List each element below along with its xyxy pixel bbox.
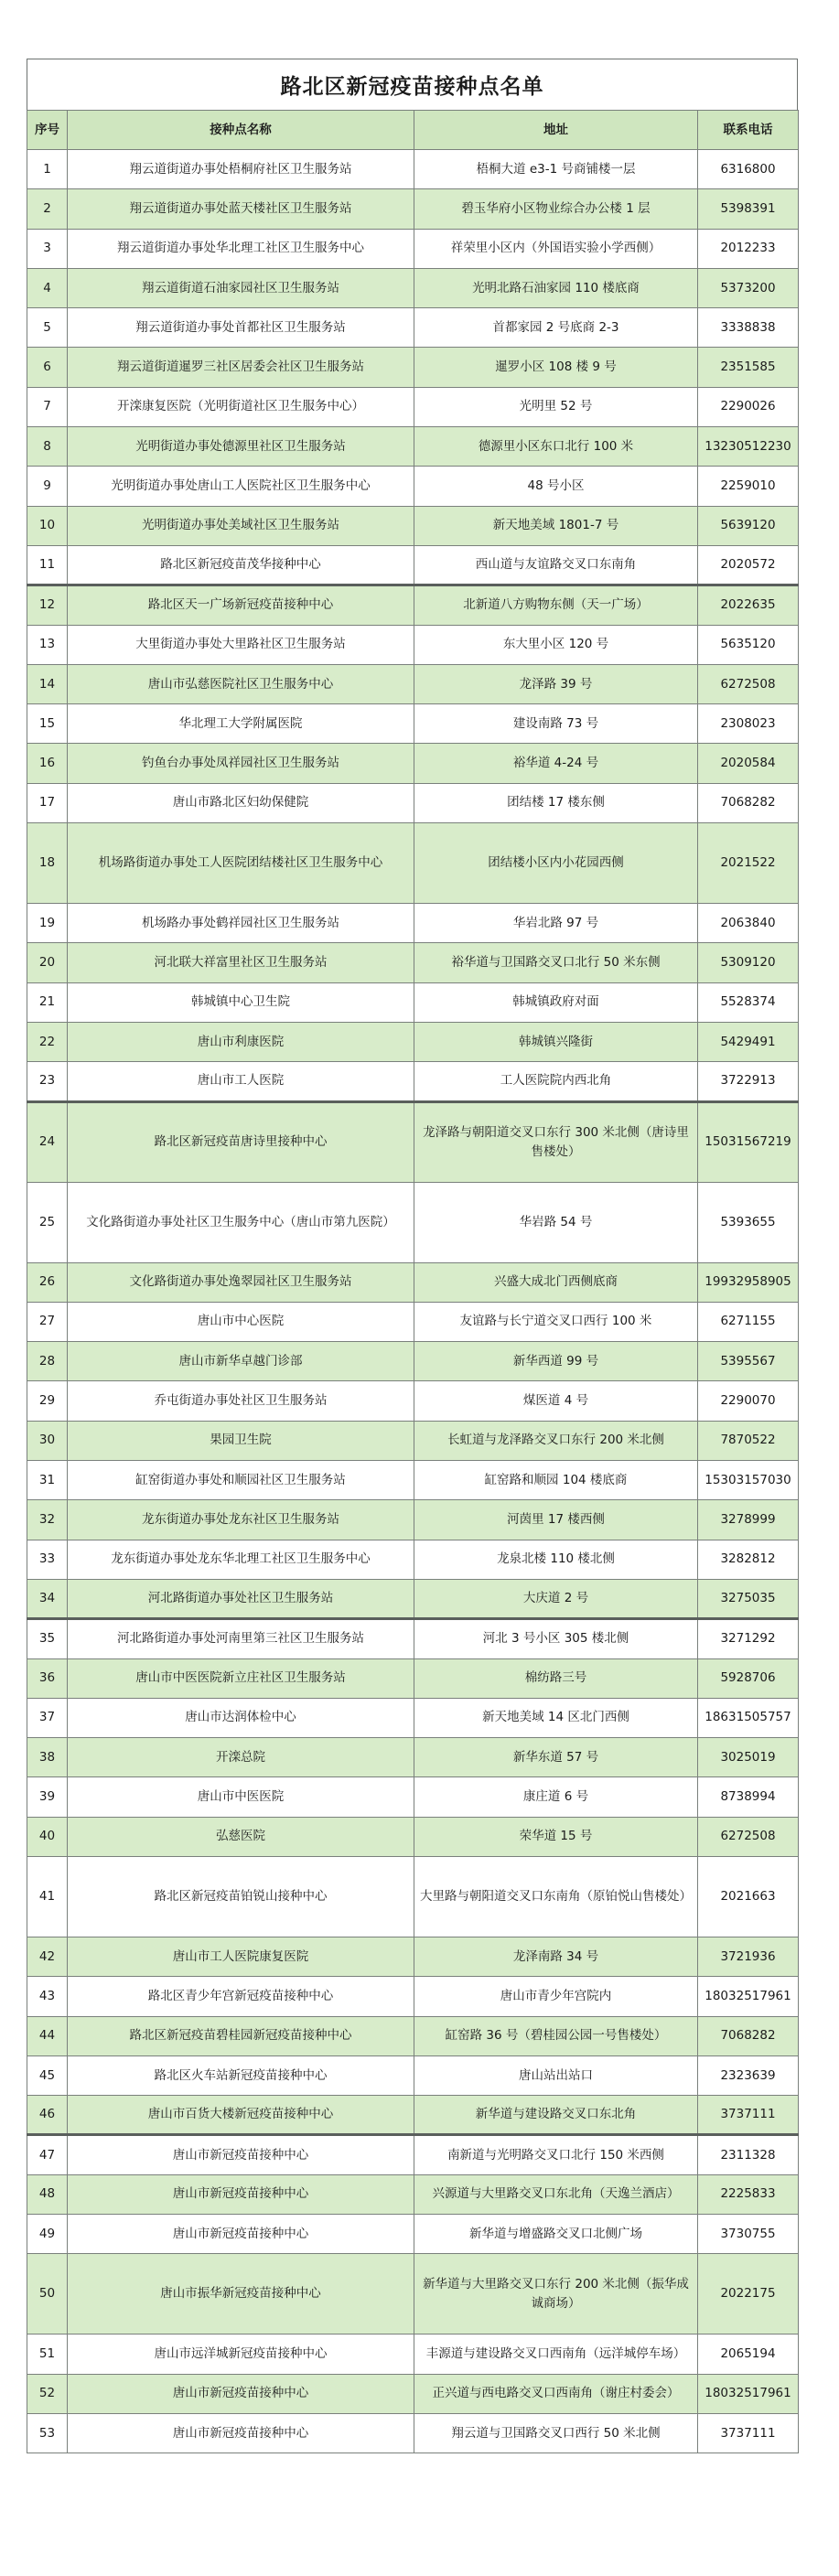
table-row xyxy=(27,2334,799,2374)
table-row xyxy=(27,625,799,664)
site-address: 棉纺路三号 xyxy=(414,1658,698,1698)
site-address: 新华道与建设路交叉口东北角 xyxy=(414,2096,698,2135)
site-address: 新天地美域 14 区北门西侧 xyxy=(414,1698,698,1737)
row-number: 25 xyxy=(27,1182,68,1262)
site-name: 路北区天一广场新冠疫苗接种中心 xyxy=(68,585,414,625)
table-row xyxy=(27,1777,799,1817)
row-number: 2 xyxy=(27,189,68,229)
row-number: 26 xyxy=(27,1262,68,1302)
site-name: 光明街道办事处美域社区卫生服务站 xyxy=(68,506,414,545)
table-row xyxy=(27,1817,799,1856)
column-header-phone: 联系电话 xyxy=(698,111,799,150)
site-address: 新华道与大里路交叉口东行 200 米北侧（振华成诚商场） xyxy=(414,2254,698,2334)
site-phone: 7870522 xyxy=(698,1421,799,1460)
site-name: 开滦总院 xyxy=(68,1738,414,1777)
site-phone: 5429491 xyxy=(698,1022,799,1061)
row-number: 28 xyxy=(27,1342,68,1381)
site-name: 唐山市新冠疫苗接种中心 xyxy=(68,2413,414,2453)
site-name: 翔云道街道办事处梧桐府社区卫生服务站 xyxy=(68,150,414,189)
row-number: 42 xyxy=(27,1937,68,1976)
site-phone: 6271155 xyxy=(698,1302,799,1341)
table-row xyxy=(27,229,799,268)
table-row xyxy=(27,545,799,585)
table-row xyxy=(27,1381,799,1421)
site-name: 路北区火车站新冠疫苗接种中心 xyxy=(68,2055,414,2095)
site-phone: 5635120 xyxy=(698,625,799,664)
row-number: 12 xyxy=(27,585,68,625)
table-row xyxy=(27,1977,799,2016)
site-phone: 2020572 xyxy=(698,545,799,585)
site-name: 龙东街道办事处龙东华北理工社区卫生服务中心 xyxy=(68,1540,414,1579)
site-phone: 7068282 xyxy=(698,783,799,822)
row-number: 14 xyxy=(27,664,68,703)
table-row xyxy=(27,1342,799,1381)
site-phone: 5395567 xyxy=(698,1342,799,1381)
site-phone: 18032517961 xyxy=(698,1977,799,2016)
site-phone: 2022635 xyxy=(698,585,799,625)
site-address: 光明里 52 号 xyxy=(414,387,698,426)
site-address: 北新道八方购物东侧（天一广场） xyxy=(414,585,698,625)
site-phone: 19932958905 xyxy=(698,1262,799,1302)
site-name: 文化路街道办事处社区卫生服务中心（唐山市第九医院） xyxy=(68,1182,414,1262)
site-phone: 3025019 xyxy=(698,1738,799,1777)
site-phone: 6272508 xyxy=(698,1817,799,1856)
table-row xyxy=(27,308,799,348)
site-name: 河北路街道办事处社区卫生服务站 xyxy=(68,1579,414,1618)
site-name: 河北联大祥富里社区卫生服务站 xyxy=(68,943,414,982)
site-phone: 2065194 xyxy=(698,2334,799,2374)
site-name: 路北区青少年宫新冠疫苗接种中心 xyxy=(68,1977,414,2016)
site-name: 唐山市工人医院 xyxy=(68,1062,414,1101)
table-row xyxy=(27,2174,799,2214)
site-address: 缸窑路 36 号（碧桂园公园一号售楼处） xyxy=(414,2016,698,2055)
site-phone: 5398391 xyxy=(698,189,799,229)
site-phone: 3737111 xyxy=(698,2413,799,2453)
site-address: 碧玉华府小区物业综合办公楼 1 层 xyxy=(414,189,698,229)
vaccination-list-sheet xyxy=(27,59,798,2453)
site-name: 唐山市新冠疫苗接种中心 xyxy=(68,2174,414,2214)
site-name: 路北区新冠疫苗铂锐山接种中心 xyxy=(68,1856,414,1937)
site-name: 光明街道办事处德源里社区卫生服务站 xyxy=(68,427,414,467)
row-number: 8 xyxy=(27,427,68,467)
site-name: 唐山市中医医院 xyxy=(68,1777,414,1817)
site-address: 龙泉北楼 110 楼北侧 xyxy=(414,1540,698,1579)
site-name: 唐山市弘慈医院社区卫生服务中心 xyxy=(68,664,414,703)
site-address: 韩城镇兴隆街 xyxy=(414,1022,698,1061)
row-number: 19 xyxy=(27,904,68,943)
table-row xyxy=(27,1540,799,1579)
site-phone: 3737111 xyxy=(698,2096,799,2135)
row-number: 39 xyxy=(27,1777,68,1817)
row-number: 40 xyxy=(27,1817,68,1856)
table-row xyxy=(27,664,799,703)
site-address: 建设南路 73 号 xyxy=(414,704,698,744)
site-phone: 2290070 xyxy=(698,1381,799,1421)
row-number: 20 xyxy=(27,943,68,982)
site-address: 康庄道 6 号 xyxy=(414,1777,698,1817)
table-row xyxy=(27,1937,799,1976)
site-phone: 5373200 xyxy=(698,268,799,307)
site-name: 唐山市百货大楼新冠疫苗接种中心 xyxy=(68,2096,414,2135)
row-number: 41 xyxy=(27,1856,68,1937)
site-name: 路北区新冠疫苗碧桂园新冠疫苗接种中心 xyxy=(68,2016,414,2055)
row-number: 35 xyxy=(27,1619,68,1658)
site-address: 大里路与朝阳道交叉口东南角（原铂悦山售楼处） xyxy=(414,1856,698,1937)
table-row xyxy=(27,585,799,625)
site-name: 华北理工大学附属医院 xyxy=(68,704,414,744)
row-number: 11 xyxy=(27,545,68,585)
site-name: 翔云道街道暹罗三社区居委会社区卫生服务站 xyxy=(68,348,414,387)
site-address: 首都家园 2 号底商 2-3 xyxy=(414,308,698,348)
site-address: 大庆道 2 号 xyxy=(414,1579,698,1618)
site-address: 团结楼小区内小花园西侧 xyxy=(414,823,698,904)
site-address: 裕华道与卫国路交叉口北行 50 米东侧 xyxy=(414,943,698,982)
site-phone: 5309120 xyxy=(698,943,799,982)
table-row xyxy=(27,2254,799,2334)
site-phone: 2012233 xyxy=(698,229,799,268)
row-number: 6 xyxy=(27,348,68,387)
site-address: 兴盛大成北门西侧底商 xyxy=(414,1262,698,1302)
vaccination-sites-table xyxy=(27,110,799,2453)
site-name: 乔屯街道办事处社区卫生服务站 xyxy=(68,1381,414,1421)
site-name: 钓鱼台办事处凤祥园社区卫生服务站 xyxy=(68,744,414,783)
row-number: 52 xyxy=(27,2374,68,2413)
site-phone: 3275035 xyxy=(698,1579,799,1618)
site-name: 韩城镇中心卫生院 xyxy=(68,982,414,1022)
site-name: 唐山市中心医院 xyxy=(68,1302,414,1341)
site-address: 西山道与友谊路交叉口东南角 xyxy=(414,545,698,585)
site-phone: 6272508 xyxy=(698,664,799,703)
site-address: 龙泽路与朝阳道交叉口东行 300 米北侧（唐诗里售楼处） xyxy=(414,1101,698,1182)
site-phone: 18032517961 xyxy=(698,2374,799,2413)
table-row xyxy=(27,1101,799,1182)
table-row xyxy=(27,1421,799,1460)
table-row xyxy=(27,1182,799,1262)
site-phone: 2063840 xyxy=(698,904,799,943)
table-row xyxy=(27,1022,799,1061)
site-name: 光明街道办事处唐山工人医院社区卫生服务中心 xyxy=(68,467,414,506)
site-address: 煤医道 4 号 xyxy=(414,1381,698,1421)
site-phone: 3271292 xyxy=(698,1619,799,1658)
row-number: 30 xyxy=(27,1421,68,1460)
table-row xyxy=(27,387,799,426)
table-row xyxy=(27,1698,799,1737)
site-name: 唐山市新冠疫苗接种中心 xyxy=(68,2215,414,2254)
row-number: 13 xyxy=(27,625,68,664)
table-row xyxy=(27,982,799,1022)
column-header-site-name: 接种点名称 xyxy=(68,111,414,150)
site-name: 机场路办事处鹤祥园社区卫生服务站 xyxy=(68,904,414,943)
row-number: 9 xyxy=(27,467,68,506)
site-address: 暹罗小区 108 楼 9 号 xyxy=(414,348,698,387)
site-address: 兴源道与大里路交叉口东北角（天逸兰酒店） xyxy=(414,2174,698,2214)
row-number: 5 xyxy=(27,308,68,348)
site-name: 唐山市工人医院康复医院 xyxy=(68,1937,414,1976)
site-name: 翔云道街道办事处华北理工社区卫生服务中心 xyxy=(68,229,414,268)
site-address: 河北 3 号小区 305 楼北侧 xyxy=(414,1619,698,1658)
site-address: 正兴道与西电路交叉口西南角（谢庄村委会） xyxy=(414,2374,698,2413)
row-number: 38 xyxy=(27,1738,68,1777)
site-address: 韩城镇政府对面 xyxy=(414,982,698,1022)
table-row xyxy=(27,467,799,506)
site-name: 路北区新冠疫苗茂华接种中心 xyxy=(68,545,414,585)
table-row xyxy=(27,904,799,943)
site-address: 祥荣里小区内（外国语实验小学西侧） xyxy=(414,229,698,268)
site-name: 开滦康复医院（光明街道社区卫生服务中心） xyxy=(68,387,414,426)
site-name: 翔云道街道石油家园社区卫生服务站 xyxy=(68,268,414,307)
site-phone: 3721936 xyxy=(698,1937,799,1976)
site-address: 翔云道与卫国路交叉口西行 50 米北侧 xyxy=(414,2413,698,2453)
row-number: 16 xyxy=(27,744,68,783)
site-name: 唐山市中医医院新立庄社区卫生服务站 xyxy=(68,1658,414,1698)
row-number: 44 xyxy=(27,2016,68,2055)
site-address: 河茵里 17 楼西侧 xyxy=(414,1500,698,1540)
site-address: 荣华道 15 号 xyxy=(414,1817,698,1856)
table-row xyxy=(27,744,799,783)
site-name: 唐山市路北区妇幼保健院 xyxy=(68,783,414,822)
row-number: 17 xyxy=(27,783,68,822)
site-phone: 7068282 xyxy=(698,2016,799,2055)
table-row xyxy=(27,268,799,307)
site-address: 缸窑路和顺园 104 楼底商 xyxy=(414,1461,698,1500)
table-row xyxy=(27,1262,799,1302)
row-number: 7 xyxy=(27,387,68,426)
site-phone: 5393655 xyxy=(698,1182,799,1262)
table-row xyxy=(27,783,799,822)
site-address: 南新道与光明路交叉口北行 150 米西侧 xyxy=(414,2135,698,2174)
site-address: 梧桐大道 e3-1 号商铺楼一层 xyxy=(414,150,698,189)
row-number: 37 xyxy=(27,1698,68,1737)
site-name: 唐山市新华卓越门诊部 xyxy=(68,1342,414,1381)
row-number: 21 xyxy=(27,982,68,1022)
row-number: 31 xyxy=(27,1461,68,1500)
table-row xyxy=(27,704,799,744)
table-row xyxy=(27,506,799,545)
table-row xyxy=(27,1738,799,1777)
site-address: 新华东道 57 号 xyxy=(414,1738,698,1777)
site-phone: 2323639 xyxy=(698,2055,799,2095)
table-row xyxy=(27,2055,799,2095)
site-name: 河北路街道办事处河南里第三社区卫生服务站 xyxy=(68,1619,414,1658)
row-number: 46 xyxy=(27,2096,68,2135)
table-row xyxy=(27,348,799,387)
table-header-row xyxy=(27,111,799,150)
table-row xyxy=(27,427,799,467)
site-phone: 13230512230 xyxy=(698,427,799,467)
table-row xyxy=(27,2215,799,2254)
site-address: 光明北路石油家园 110 楼底商 xyxy=(414,268,698,307)
row-number: 4 xyxy=(27,268,68,307)
site-name: 唐山市达润体检中心 xyxy=(68,1698,414,1737)
column-header-number: 序号 xyxy=(27,111,68,150)
row-number: 15 xyxy=(27,704,68,744)
site-phone: 15303157030 xyxy=(698,1461,799,1500)
row-number: 33 xyxy=(27,1540,68,1579)
site-name: 机场路街道办事处工人医院团结楼社区卫生服务中心 xyxy=(68,823,414,904)
site-address: 工人医院院内西北角 xyxy=(414,1062,698,1101)
site-phone: 3278999 xyxy=(698,1500,799,1540)
table-row xyxy=(27,823,799,904)
table-row xyxy=(27,2135,799,2174)
site-address: 龙泽南路 34 号 xyxy=(414,1937,698,1976)
site-address: 长虹道与龙泽路交叉口东行 200 米北侧 xyxy=(414,1421,698,1460)
row-number: 34 xyxy=(27,1579,68,1618)
site-address: 唐山市青少年宫院内 xyxy=(414,1977,698,2016)
row-number: 10 xyxy=(27,506,68,545)
table-row xyxy=(27,1500,799,1540)
row-number: 22 xyxy=(27,1022,68,1061)
row-number: 47 xyxy=(27,2135,68,2174)
site-address: 裕华道 4-24 号 xyxy=(414,744,698,783)
row-number: 45 xyxy=(27,2055,68,2095)
row-number: 32 xyxy=(27,1500,68,1540)
table-row xyxy=(27,1302,799,1341)
row-number: 3 xyxy=(27,229,68,268)
site-phone: 2290026 xyxy=(698,387,799,426)
table-row xyxy=(27,1619,799,1658)
site-address: 华岩路 54 号 xyxy=(414,1182,698,1262)
row-number: 24 xyxy=(27,1101,68,1182)
site-address: 新华西道 99 号 xyxy=(414,1342,698,1381)
table-row xyxy=(27,2016,799,2055)
row-number: 36 xyxy=(27,1658,68,1698)
site-name: 唐山市新冠疫苗接种中心 xyxy=(68,2135,414,2174)
site-phone: 3730755 xyxy=(698,2215,799,2254)
site-phone: 2259010 xyxy=(698,467,799,506)
site-phone: 2225833 xyxy=(698,2174,799,2214)
site-phone: 8738994 xyxy=(698,1777,799,1817)
site-address: 东大里小区 120 号 xyxy=(414,625,698,664)
site-phone: 3338838 xyxy=(698,308,799,348)
table-row xyxy=(27,1579,799,1618)
site-address: 友谊路与长宁道交叉口西行 100 米 xyxy=(414,1302,698,1341)
site-phone: 2311328 xyxy=(698,2135,799,2174)
site-phone: 5639120 xyxy=(698,506,799,545)
table-row xyxy=(27,1856,799,1937)
site-phone: 15031567219 xyxy=(698,1101,799,1182)
site-phone: 2020584 xyxy=(698,744,799,783)
site-phone: 2021663 xyxy=(698,1856,799,1937)
table-row xyxy=(27,1461,799,1500)
site-name: 唐山市远洋城新冠疫苗接种中心 xyxy=(68,2334,414,2374)
site-phone: 5928706 xyxy=(698,1658,799,1698)
site-phone: 2308023 xyxy=(698,704,799,744)
site-address: 华岩北路 97 号 xyxy=(414,904,698,943)
page-title: 路北区新冠疫苗接种点名单 xyxy=(27,59,798,110)
site-address: 新华道与增盛路交叉口北侧广场 xyxy=(414,2215,698,2254)
site-phone: 3722913 xyxy=(698,1062,799,1101)
site-address: 德源里小区东口北行 100 米 xyxy=(414,427,698,467)
site-address: 团结楼 17 楼东侧 xyxy=(414,783,698,822)
site-phone: 2022175 xyxy=(698,2254,799,2334)
site-address: 48 号小区 xyxy=(414,467,698,506)
site-phone: 5528374 xyxy=(698,982,799,1022)
table-row xyxy=(27,943,799,982)
site-phone: 6316800 xyxy=(698,150,799,189)
site-name: 唐山市利康医院 xyxy=(68,1022,414,1061)
row-number: 18 xyxy=(27,823,68,904)
site-phone: 3282812 xyxy=(698,1540,799,1579)
row-number: 51 xyxy=(27,2334,68,2374)
table-row xyxy=(27,2413,799,2453)
table-row xyxy=(27,189,799,229)
site-phone: 18631505757 xyxy=(698,1698,799,1737)
row-number: 48 xyxy=(27,2174,68,2214)
row-number: 43 xyxy=(27,1977,68,2016)
site-address: 新天地美域 1801-7 号 xyxy=(414,506,698,545)
row-number: 50 xyxy=(27,2254,68,2334)
site-name: 大里街道办事处大里路社区卫生服务站 xyxy=(68,625,414,664)
site-name: 唐山市振华新冠疫苗接种中心 xyxy=(68,2254,414,2334)
row-number: 27 xyxy=(27,1302,68,1341)
row-number: 1 xyxy=(27,150,68,189)
table-row xyxy=(27,2374,799,2413)
site-name: 翔云道街道办事处蓝天楼社区卫生服务站 xyxy=(68,189,414,229)
site-name: 弘慈医院 xyxy=(68,1817,414,1856)
site-address: 龙泽路 39 号 xyxy=(414,664,698,703)
table-row xyxy=(27,1062,799,1101)
table-row xyxy=(27,1658,799,1698)
site-phone: 2021522 xyxy=(698,823,799,904)
table-row xyxy=(27,2096,799,2135)
site-address: 丰源道与建设路交叉口西南角（远洋城停车场） xyxy=(414,2334,698,2374)
row-number: 49 xyxy=(27,2215,68,2254)
site-name: 龙东街道办事处龙东社区卫生服务站 xyxy=(68,1500,414,1540)
site-name: 果园卫生院 xyxy=(68,1421,414,1460)
site-name: 翔云道街道办事处首都社区卫生服务站 xyxy=(68,308,414,348)
table-row xyxy=(27,150,799,189)
site-address: 唐山站出站口 xyxy=(414,2055,698,2095)
row-number: 23 xyxy=(27,1062,68,1101)
site-name: 缸窑街道办事处和顺园社区卫生服务站 xyxy=(68,1461,414,1500)
site-phone: 2351585 xyxy=(698,348,799,387)
row-number: 53 xyxy=(27,2413,68,2453)
site-name: 唐山市新冠疫苗接种中心 xyxy=(68,2374,414,2413)
row-number: 29 xyxy=(27,1381,68,1421)
site-name: 路北区新冠疫苗唐诗里接种中心 xyxy=(68,1101,414,1182)
site-name: 文化路街道办事处逸翠园社区卫生服务站 xyxy=(68,1262,414,1302)
column-header-address: 地址 xyxy=(414,111,698,150)
